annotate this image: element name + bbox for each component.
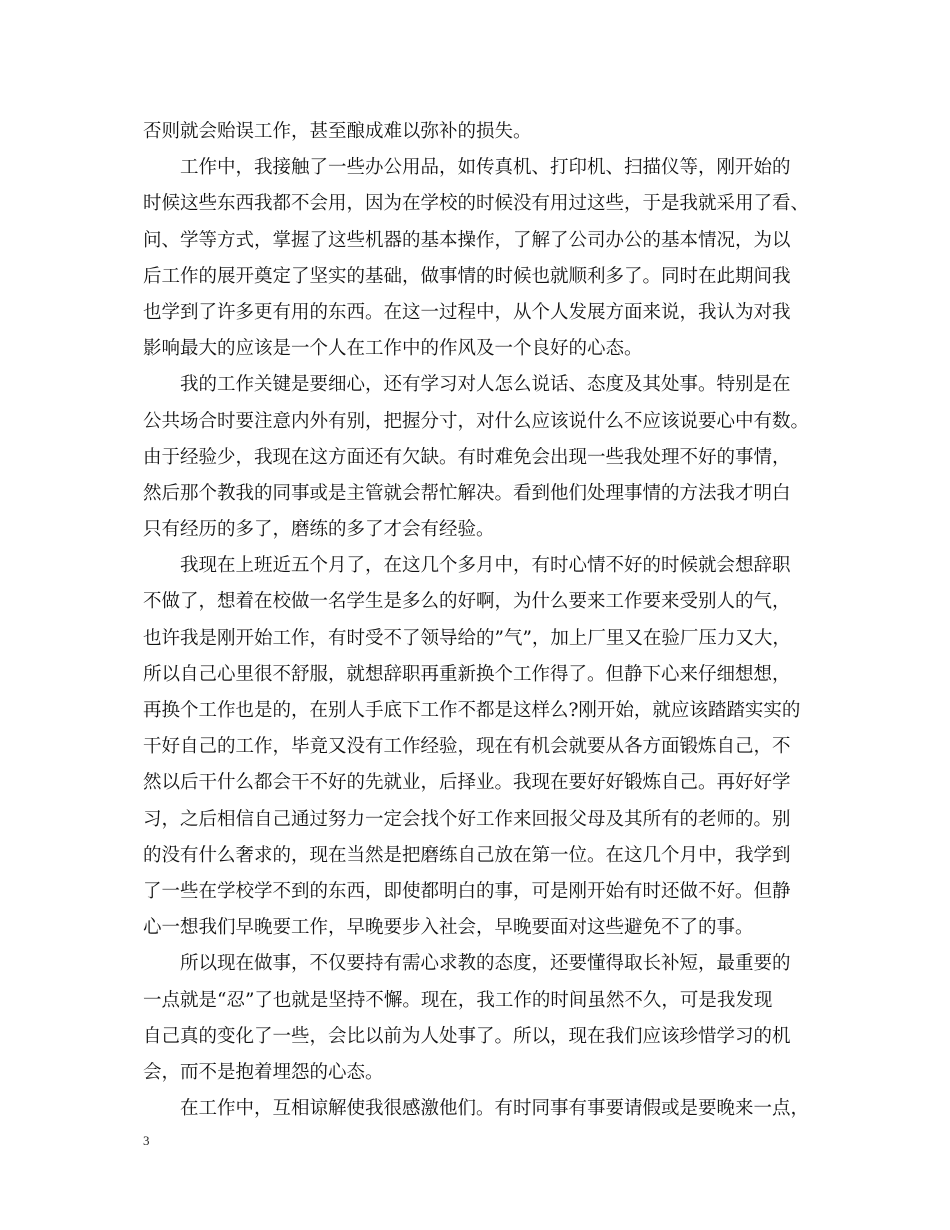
text-line: 只有经历的多了，磨练的多了才会有经验。 bbox=[143, 519, 495, 541]
text-line: 不做了，想着在校做一名学生是多么的好啊，为什么要来工作要来受别人的气， bbox=[143, 591, 791, 613]
text-line: 影响最大的应该是一个人在工作中的作风及一个良好的心态。 bbox=[143, 338, 643, 360]
text-line: 了一些在学校学不到的东西，即使都明白的事，可是刚开始有时还做不好。但静 bbox=[143, 880, 791, 902]
text-line: 所以现在做事，不仅要持有需心求教的态度，还要懂得取长补短，最重要的 bbox=[180, 953, 791, 975]
text-line: 然后那个教我的同事或是主管就会帮忙解决。看到他们处理事情的方法我才明白 bbox=[143, 482, 791, 504]
text-line: 由于经验少，我现在这方面还有欠缺。有时难免会出现一些我处理不好的事情， bbox=[143, 446, 791, 468]
body-text bbox=[143, 114, 833, 1127]
text-line: 一点就是“忍”了也就是坚持不懈。现在，我工作的时间虽然不久，可是我发现 bbox=[143, 989, 773, 1011]
text-line: 习，之后相信自己通过努力一定会找个好工作来回报父母及其所有的老师的。别 bbox=[143, 808, 791, 830]
text-line: 时候这些东西我都不会用，因为在学校的时候没有用过这些，于是我就采用了看、 bbox=[143, 193, 810, 215]
text-line: 的没有什么奢求的，现在当然是把磨练自己放在第一位。在这几个月中，我学到 bbox=[143, 844, 791, 866]
text-line: 会，而不是抱着埋怨的心态。 bbox=[143, 1061, 384, 1083]
text-line: 问、学等方式，掌握了这些机器的基本操作，了解了公司办公的基本情况，为以 bbox=[143, 229, 791, 251]
text-line: 干好自己的工作，毕竟又没有工作经验，现在有机会就要从各方面锻炼自己，不 bbox=[143, 736, 791, 758]
text-line: 心一想我们早晚要工作，早晚要步入社会，早晚要面对这些避免不了的事。 bbox=[143, 917, 754, 939]
text-line: 否则就会贻误工作，甚至酿成难以弥补的损失。 bbox=[143, 121, 532, 142]
text-line: 公共场合时要注意内外有别，把握分寸，对什么应该说什么不应该说要心中有数。 bbox=[143, 410, 810, 432]
text-line: 所以自己心里很不舒服，就想辞职再重新换个工作得了。但静下心来仔细想想， bbox=[143, 663, 791, 685]
text-line: 我的工作关键是要细心，还有学习对人怎么说话、态度及其处事。特别是在 bbox=[180, 374, 791, 396]
page-number: 3 bbox=[143, 1133, 150, 1148]
text-line: 在工作中，互相谅解使我很感激他们。有时同事有事要请假或是要晚来一点， bbox=[180, 1098, 810, 1120]
text-line: 也许我是刚开始工作，有时受不了领导给的”气”，加上厂里又在验厂压力又大， bbox=[143, 627, 791, 649]
text-line: 然以后干什么都会干不好的先就业，后择业。我现在要好好锻炼自己。再好好学 bbox=[143, 772, 791, 794]
text-line: 再换个工作也是的，在别人手底下工作不都是这样么?刚开始，就应该踏踏实实的 bbox=[143, 700, 801, 721]
text-line: 工作中，我接触了一些办公用品，如传真机、打印机、扫描仪等，刚开始的 bbox=[180, 157, 791, 179]
text-line: 我现在上班近五个月了，在这几个多月中，有时心情不好的时候就会想辞职 bbox=[180, 555, 791, 577]
text-line: 也学到了许多更有用的东西。在这一过程中，从个人发展方面来说，我认为对我 bbox=[143, 301, 791, 323]
text-line: 自己真的变化了一些，会比以前为人处事了。所以，现在我们应该珍惜学习的机 bbox=[143, 1025, 791, 1047]
text-line: 后工作的展开奠定了坚实的基础，做事情的时候也就顺利多了。同时在此期间我 bbox=[143, 265, 791, 287]
